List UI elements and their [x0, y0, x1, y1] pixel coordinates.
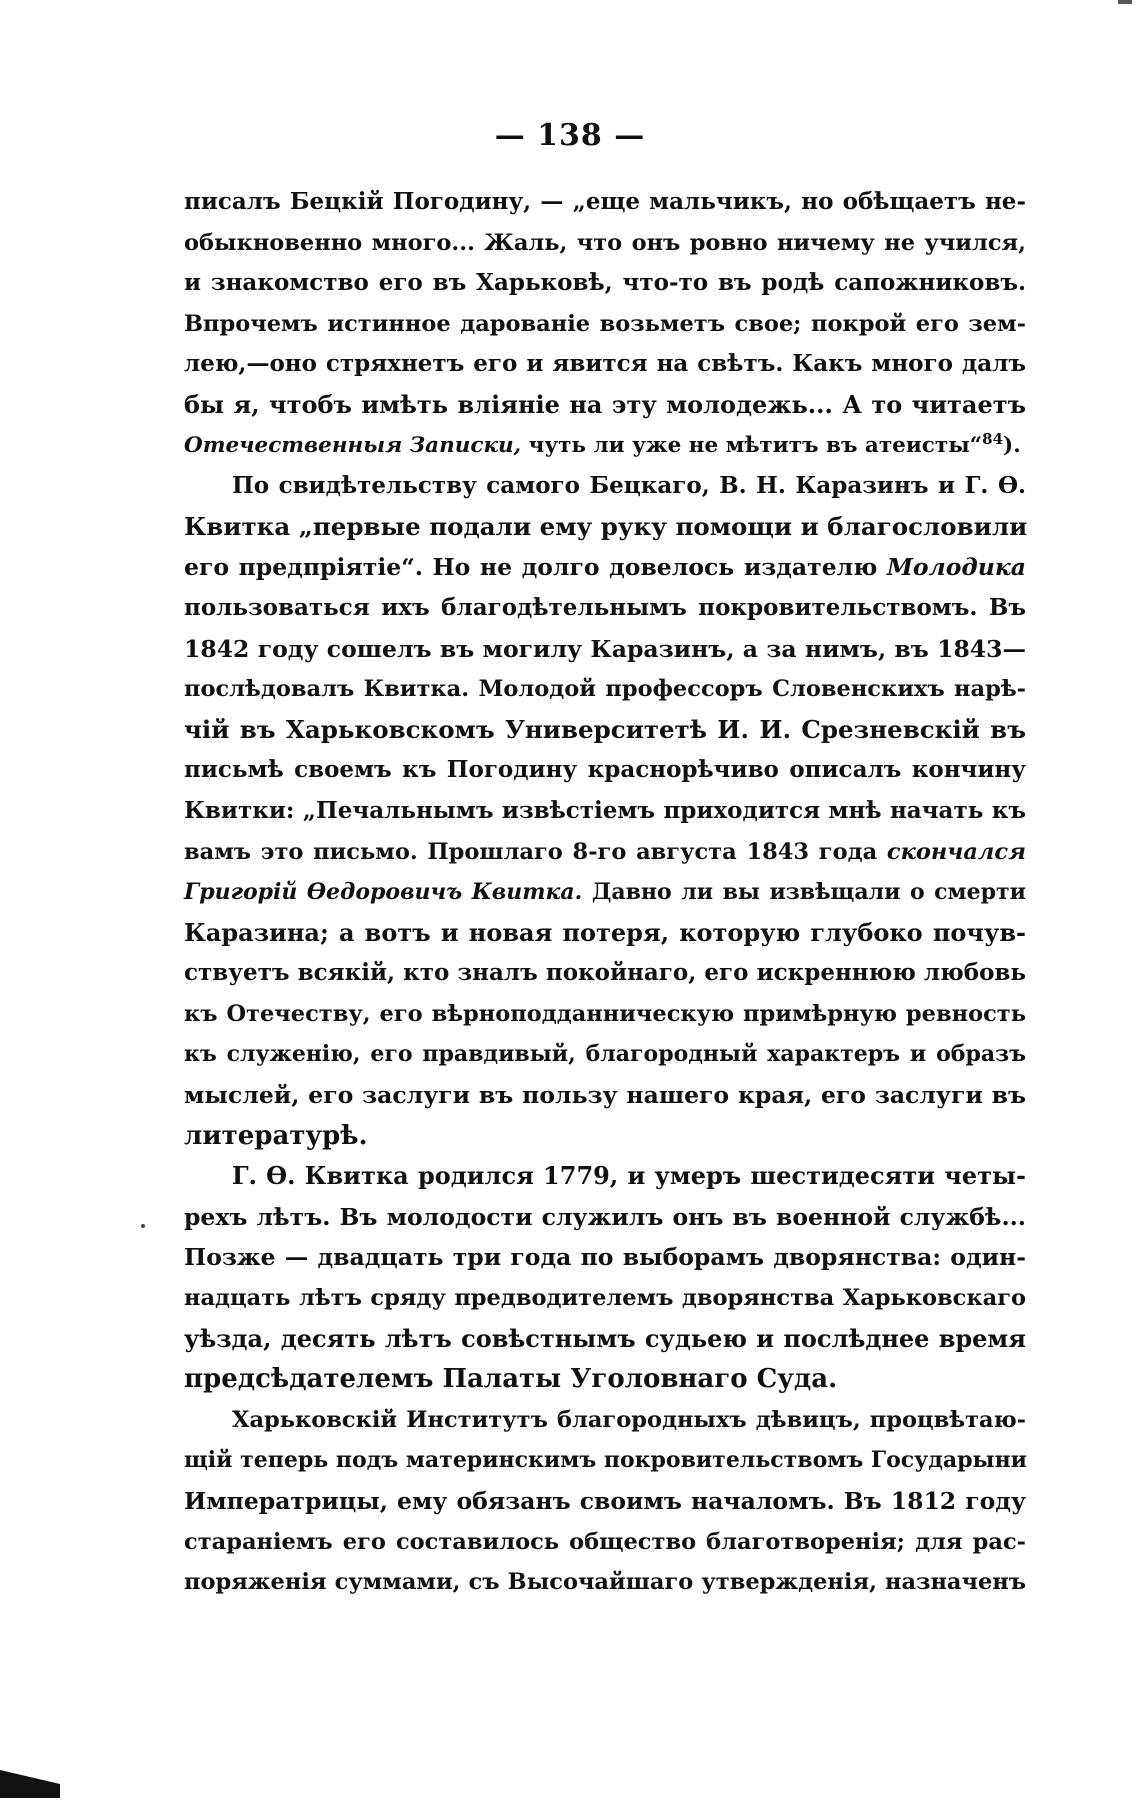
text-line: писалъ Бецкій Погодину, — „еще мальчикъ, но обѣщаетъ не-	[184, 188, 1026, 215]
text-line: Квитка „первые подали ему руку помощи и благословили	[184, 511, 1028, 541]
text-line: Впрочемъ истинное дарованіе возьметъ свое; покрой его зем-	[184, 310, 1026, 337]
text-line: Квитки: „Печальнымъ извѣстіемъ приходится мнѣ начать къ	[184, 796, 1026, 824]
text-line: пользоваться ихъ благодѣтельнымъ покровительствомъ. Въ	[184, 593, 1026, 621]
text-line: къ служенію, его правдивый, благородный характеръ и образъ	[184, 1041, 1026, 1068]
margin-dot	[141, 1224, 145, 1228]
text-line: Каразина; а вотъ и новая потеря, которую глубоко почув-	[184, 917, 1026, 947]
text-line: бы я, чтобъ имѣть вліяніе на эту молодежь... А то читаетъ	[184, 389, 1026, 419]
italic-title: Отечественныя Записки,	[184, 432, 522, 458]
text-line: предсѣдателемъ Палаты Уголовнаго Суда.	[184, 1364, 838, 1395]
text-line: и знакомство его въ Харьковѣ, что-то въ родѣ сапожниковъ.	[184, 269, 1026, 297]
text-fragment: ).	[1003, 432, 1021, 458]
text-line: уѣзда, десять лѣтъ совѣстнымъ судьею и послѣднее время	[184, 1323, 1026, 1353]
text-line	[184, 832, 1026, 873]
text-line: рехъ лѣтъ. Въ молодости служилъ онъ въ военной службѣ...	[184, 1202, 1026, 1231]
body-text	[184, 182, 1026, 1603]
page-number: — 138 —	[494, 118, 646, 153]
text-line	[184, 426, 1026, 467]
text-line: Позже — двадцать три года по выборамъ дворянства: один-	[184, 1243, 1026, 1272]
footnote-ref: 84	[982, 429, 1004, 448]
text-line: стараніемъ его составилось общество благотворенія; для рас-	[184, 1528, 1026, 1555]
italic-name: Григорій Ѳедоровичъ Квитка.	[184, 879, 583, 906]
text-line: лею,—оно стряхнетъ его и явится на свѣтъ. Какъ много далъ	[184, 350, 1026, 378]
text-fragment: его предпріятіе“. Но не долго довелось издателю	[184, 553, 887, 582]
italic-title: Молодика	[886, 553, 1026, 582]
text-line: Г. Ѳ. Квитка родился 1779, и умеръ шестидесяти четы-	[232, 1161, 1026, 1191]
text-line: письмѣ своемъ къ Погодину краснорѣчиво описалъ кончину	[184, 756, 1026, 784]
text-line: мыслей, его заслуги въ пользу нашего края, его заслуги въ	[184, 1081, 1026, 1110]
text-line: поряженія суммами, съ Высочайшаго утвержденія, назначенъ	[184, 1569, 1026, 1596]
text-line: 1842 году сошелъ въ могилу Каразинъ, а за нимъ, въ 1843—	[184, 634, 1026, 663]
text-line: ствуетъ всякій, кто зналъ покойнаго, его искреннюю любовь	[184, 959, 1026, 987]
text-fragment: Давно ли вы извѣщали о смерти	[582, 879, 1027, 906]
text-line: послѣдовалъ Квитка. Молодой профессоръ Словенскихъ нарѣ-	[184, 676, 1026, 703]
italic-text: скончался	[886, 838, 1026, 865]
text-line: чій въ Харьковскомъ Университетѣ И. И. Срезневскій въ	[184, 714, 1026, 744]
text-line: литературѣ.	[184, 1120, 368, 1151]
text-line: къ Отечеству, его вѣрноподданническую примѣрную ревность	[184, 1000, 1026, 1027]
text-line: обыкновенно много... Жаль, что онъ ровно ничему не учился,	[184, 229, 1026, 256]
text-fragment: вамъ это письмо. Прошлаго 8-го августа 1843 года	[184, 838, 887, 865]
scan-blot	[0, 1770, 60, 1798]
text-line: надцать лѣтъ сряду предводителемъ дворянства Харьковскаго	[184, 1285, 1026, 1312]
text-line: Императрицы, ему обязанъ своимъ началомъ. Въ 1812 году	[184, 1487, 1026, 1515]
scan-edge-mark	[1118, 0, 1132, 4]
text-line: По свидѣтельству самого Бецкаго, В. Н. Каразинъ и Г. Ѳ.	[232, 472, 1026, 500]
text-line: Харьковскій Институтъ благородныхъ дѣвицъ, процвѣтаю-	[232, 1406, 1026, 1433]
text-line	[184, 547, 1026, 588]
text-line	[184, 872, 1026, 913]
text-fragment: чуть ли уже не мѣтитъ въ атеисты“	[521, 432, 983, 458]
text-line: щій теперь подъ материнскимъ покровительствомъ Государыни	[184, 1447, 1028, 1474]
